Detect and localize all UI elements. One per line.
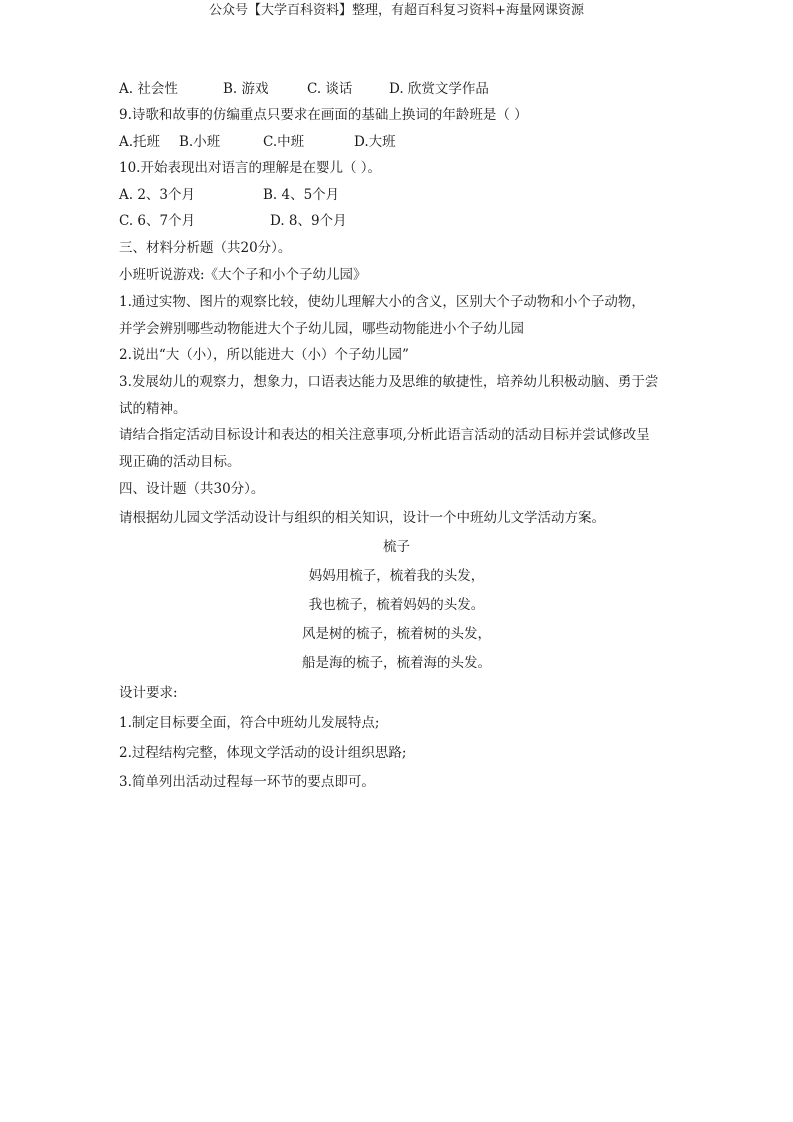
goal1-line2: 并学会辨别哪些动物能进大个子幼儿园，哪些动物能进小个子幼儿园	[119, 321, 524, 337]
q8-option-d: D. 欣赏文学作品	[389, 81, 489, 97]
poem-line: 我也梳子，梳着妈妈的头发。	[308, 597, 485, 613]
requirement-item: 2.过程结构完整，体现文学活动的设计组织思路;	[119, 745, 407, 761]
q9-option-c: C.中班	[263, 134, 305, 150]
q9-options	[119, 133, 396, 151]
poem-title: 梳子	[383, 539, 410, 555]
q8-options	[119, 80, 489, 98]
poem-line: 船是海的梳子，梳着海的头发。	[302, 655, 491, 671]
goal1-line1: 1.通过实物、图片的观察比较，使幼儿理解大小的含义，区别大个子动物和小个子动物，	[119, 294, 645, 310]
q10-options-row1	[119, 186, 339, 204]
page-header: 公众号【大学百科资料】整理，有超百科复习资料+海量网课资源	[209, 3, 584, 18]
goal3-line2: 试的精神。	[119, 401, 187, 417]
q10-option-b: B. 4、5个月	[263, 187, 340, 203]
q9-option-b: B.小班	[179, 134, 221, 150]
analysis-prompt-line2: 现正确的活动目标。	[119, 454, 241, 470]
q9-question: 9.诗歌和故事的仿编重点只要求在画面的基础上换词的年龄班是（ ）	[119, 107, 528, 123]
q10-option-c: C. 6、7个月	[119, 213, 196, 229]
design-prompt: 请根据幼儿园文学活动设计与组织的相关知识，设计一个中班幼儿文学活动方案。	[119, 510, 605, 526]
q9-option-d: D.大班	[354, 134, 396, 150]
q9-option-a: A.托班	[119, 134, 161, 150]
section3-title: 三、材料分析题（共20分）。	[119, 240, 292, 256]
q8-option-c: C. 谈话	[307, 81, 353, 97]
q10-question: 10.开始表现出对语言的理解是在婴儿（ ）。	[119, 160, 382, 176]
requirements-title: 设计要求:	[119, 685, 178, 701]
goal3-line1: 3.发展幼儿的观察力，想象力，口语表达能力及思维的敏捷性，培养幼儿积极动脑、勇于尝	[119, 374, 659, 390]
q10-option-a: A. 2、3个月	[119, 187, 196, 203]
goal2: 2.说出“大（小），所以能进大（小）个子幼儿园”	[119, 347, 409, 363]
section4-title: 四、设计题（共30分）。	[119, 481, 265, 497]
q10-options-row2	[119, 212, 347, 230]
poem-line: 风是树的梳子，梳着树的头发，	[302, 626, 491, 642]
game-title: 小班听说游戏:《大个子和小个子幼儿园》	[119, 267, 367, 283]
requirement-item: 1.制定目标要全面，符合中班幼儿发展特点;	[119, 715, 380, 731]
q10-option-d: D. 8、9个月	[270, 213, 347, 229]
analysis-prompt-line1: 请结合指定活动目标设计和表达的相关注意事项,分析此语言活动的活动目标并尝试修改呈	[119, 427, 650, 443]
q8-option-a: A. 社会性	[119, 81, 178, 97]
q8-option-b: B. 游戏	[223, 81, 269, 97]
requirement-item: 3.简单列出活动过程每一环节的要点即可。	[119, 774, 375, 790]
poem-line: 妈妈用梳子，梳着我的头发，	[308, 568, 485, 584]
